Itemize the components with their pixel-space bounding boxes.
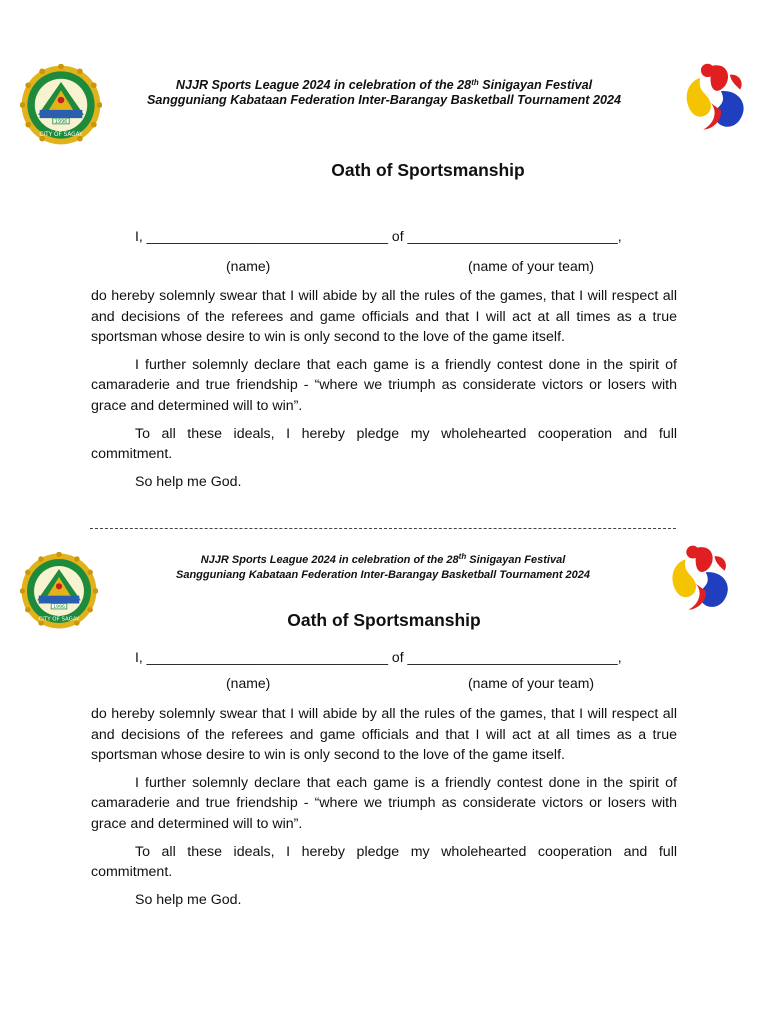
- paragraph-3: To all these ideals, I hereby pledge my wholehearted cooperation and full commitment.: [91, 843, 677, 881]
- seal-year: 1996: [54, 119, 68, 126]
- paragraph-1: do hereby solemnly swear that I will abide by all the rules of the games, that I will respect all and decisions of the referees and game officials and that I will act at all times as a true sportsman whose desire to win is only second to the love of the game itself.: [91, 706, 677, 764]
- cut-line: [90, 528, 676, 529]
- oath-fill-line[interactable]: I, _______________________________ of ___________________________,: [135, 649, 622, 665]
- header-line-1-text: NJJR Sports League 2024 in celebration of the 28: [200, 554, 459, 566]
- header-line-2: Sangguniang Kabataan Federation Inter-Barangay Basketball Tournament 2024: [175, 569, 591, 581]
- sports-figure-logo-icon: [678, 58, 752, 136]
- closing-line: So help me God.: [135, 473, 242, 490]
- header-line-1: [108, 78, 660, 93]
- seal-year: 1996: [53, 605, 65, 611]
- city-seal-icon: [20, 64, 102, 146]
- paragraph-2: I further solemnly declare that each game is a friendly contest done in the spirit of camaraderie and true friendship - “where we triumph as considerate victors or losers with grace and determined will to win”.: [91, 774, 677, 832]
- header-line-2: Sangguniang Kabataan Federation Inter-Barangay Basketball Tournament 2024: [146, 93, 621, 107]
- name-label: (name): [226, 675, 271, 691]
- closing-line: So help me God.: [135, 891, 242, 908]
- header-line-1-end: Sinigayan Festival: [478, 78, 593, 92]
- header-line-1: [118, 553, 648, 568]
- header-line-1-end: Sinigayan Festival: [466, 554, 566, 566]
- seal-text: CITY OF SAGAY: [38, 616, 80, 623]
- paragraph-2: I further solemnly declare that each game is a friendly contest done in the spirit of camaraderie and true friendship - “where we triumph as considerate victors or losers with grace and determined will to win”.: [91, 356, 677, 414]
- oath-body: [91, 704, 677, 910]
- oath-title: Oath of Sportsmanship: [287, 610, 481, 630]
- seal-text: CITY OF SAGAY: [39, 132, 83, 139]
- oath-fill-line[interactable]: I, _______________________________ of ___________________________,: [135, 228, 622, 244]
- team-label: (name of your team): [468, 258, 595, 274]
- oath-body: [91, 286, 677, 492]
- tournament-header: [108, 78, 660, 108]
- name-label: (name): [226, 258, 271, 274]
- header-superscript: th: [458, 552, 467, 561]
- team-label: (name of your team): [468, 675, 595, 691]
- sports-figure-logo-icon: [664, 540, 736, 616]
- paragraph-3: To all these ideals, I hereby pledge my wholehearted cooperation and full commitment.: [91, 425, 677, 463]
- oath-title: Oath of Sportsmanship: [331, 160, 525, 180]
- paragraph-1: do hereby solemnly swear that I will abide by all the rules of the games, that I will respect all and decisions of the referees and game officials and that I will act at all times as a true sportsman whose desire to win is only second to the love of the game itself.: [91, 288, 677, 346]
- tournament-header: [118, 553, 648, 583]
- header-superscript: th: [471, 78, 479, 87]
- header-line-1-text: NJJR Sports League 2024 in celebration of the 28: [175, 78, 472, 92]
